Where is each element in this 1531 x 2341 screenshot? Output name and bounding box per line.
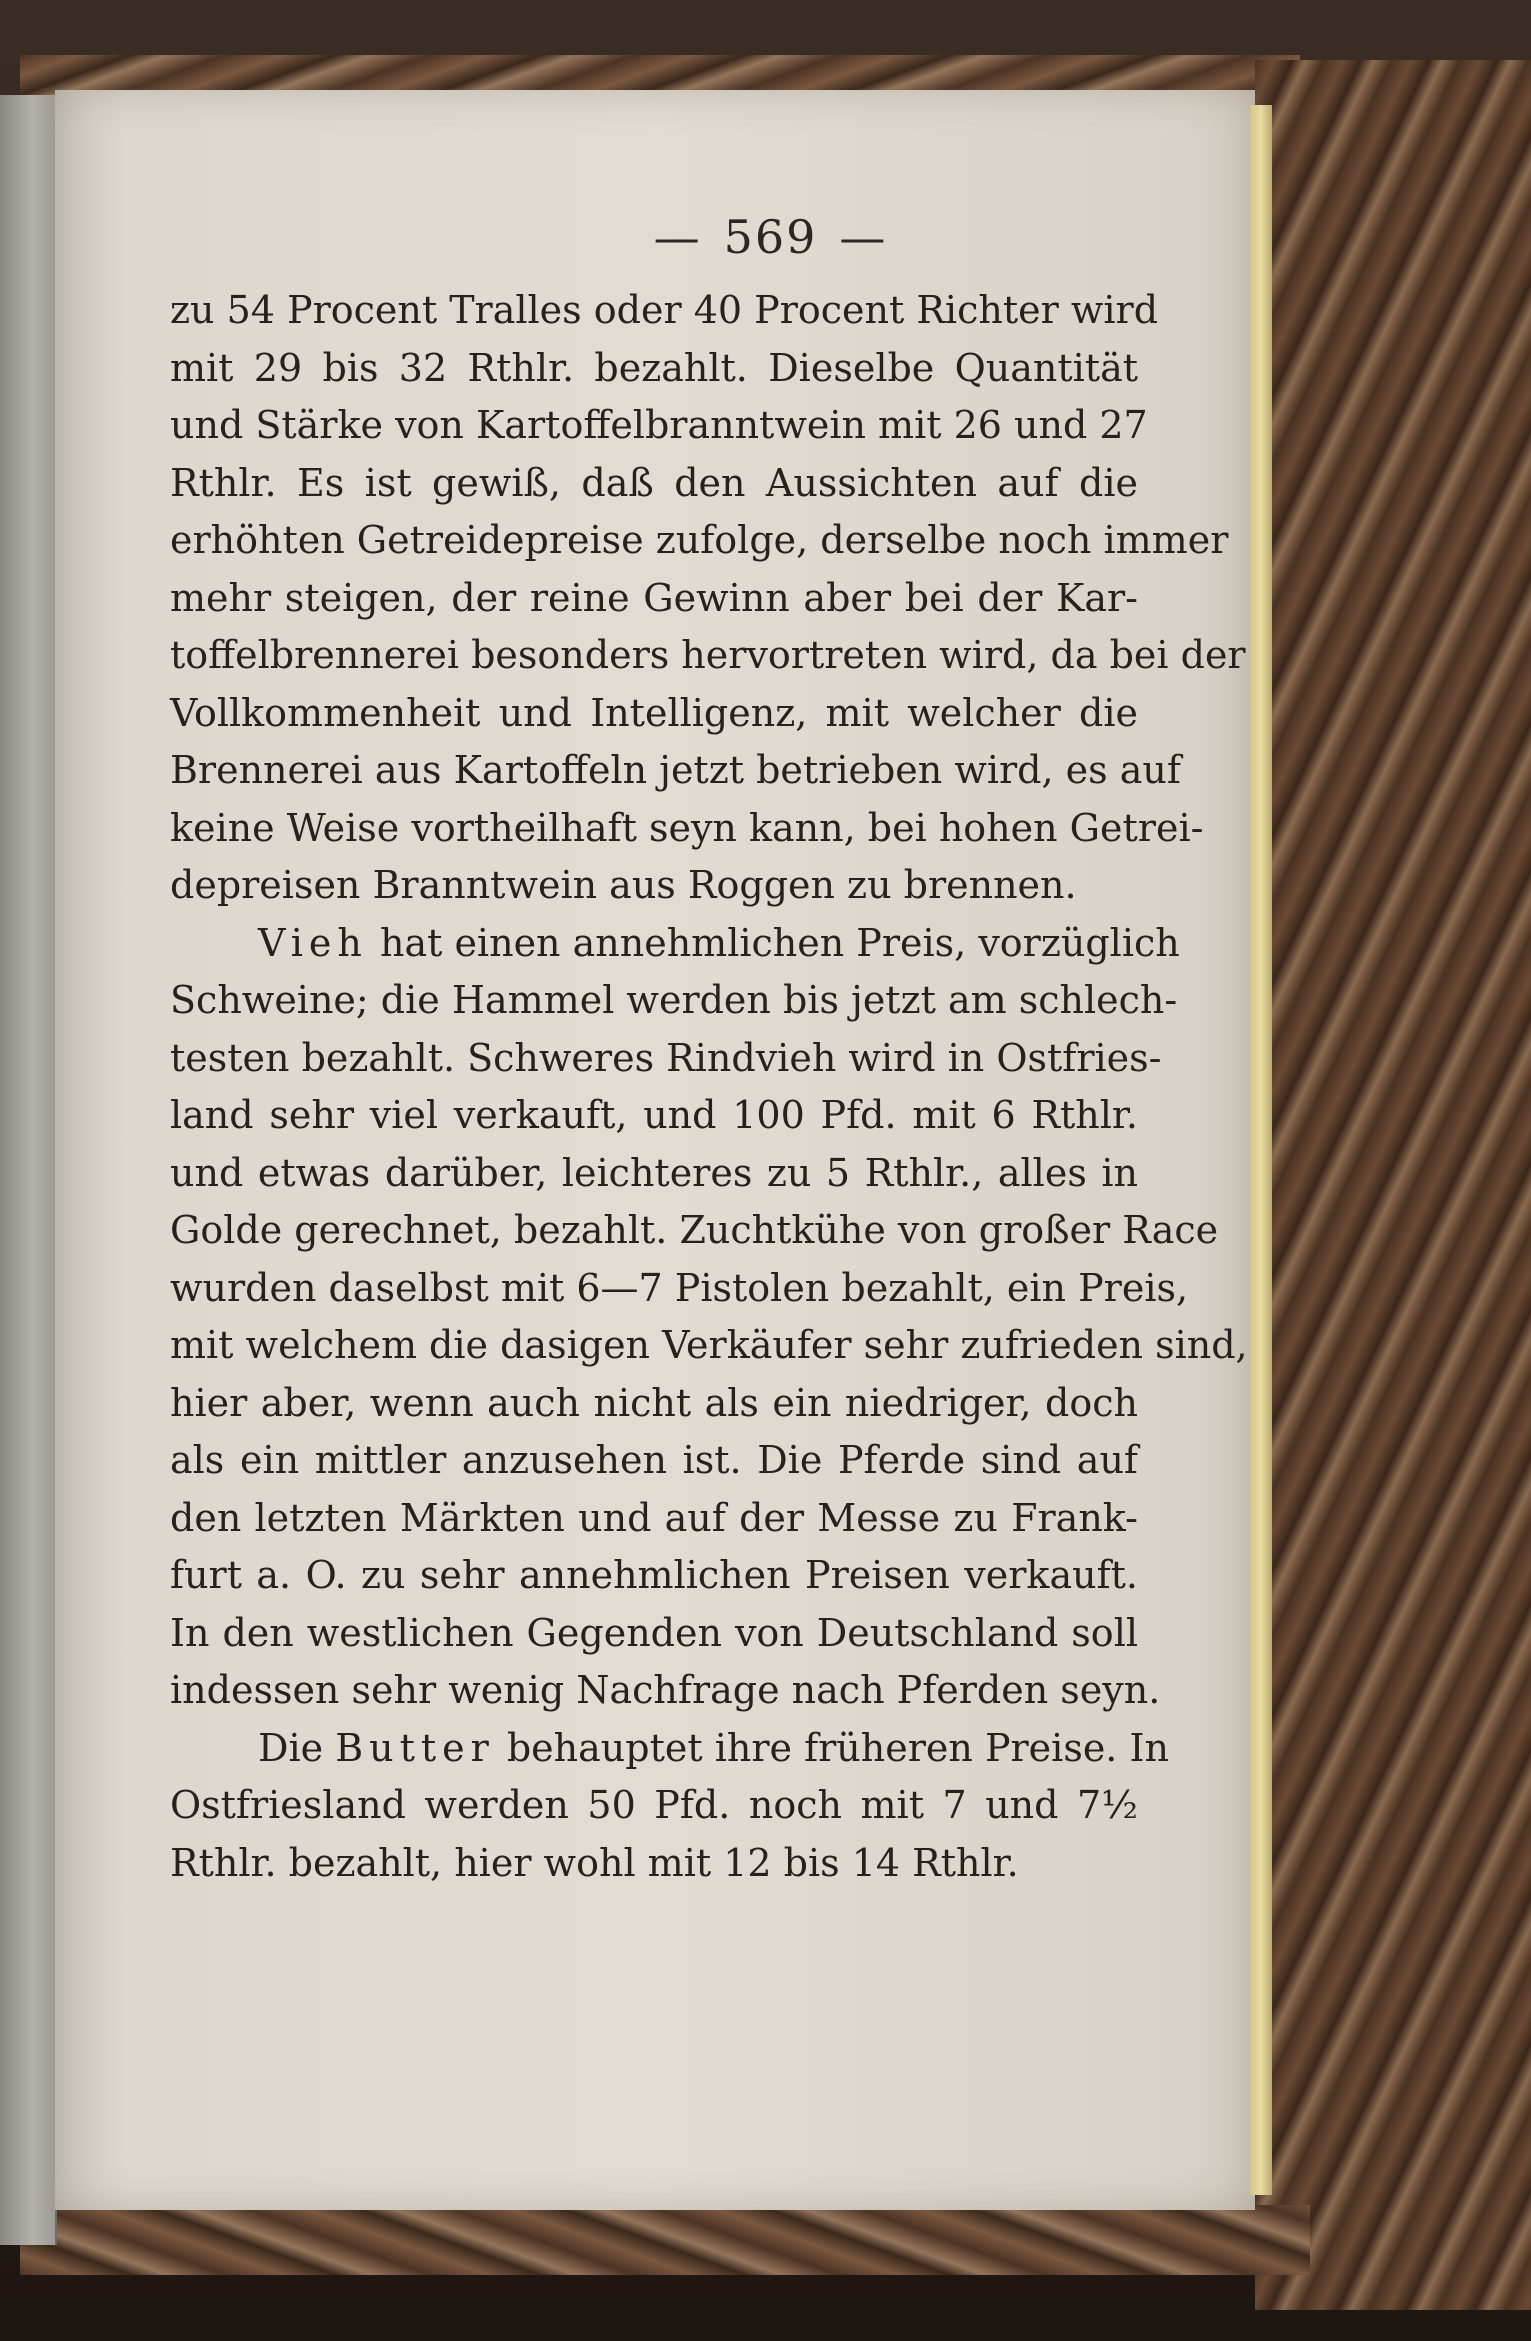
text-line: wurden daselbst mit 6—7 Pistolen bezahlt, ein Preis, — [170, 1265, 1189, 1310]
page-number-dash-left: — — [653, 210, 702, 264]
text-line: Rthlr. bezahlt, hier wohl mit 12 bis 14 Rthlr. — [170, 1840, 1019, 1885]
paragraph-start — [170, 1720, 1169, 1778]
body-text — [170, 282, 1248, 1892]
text-line: In den westlichen Gegenden von Deutschland soll — [170, 1610, 1138, 1655]
text-line: depreisen Branntwein aus Roggen zu brennen. — [170, 863, 1077, 907]
text-line: Ostfriesland werden 50 Pfd. noch mit 7 und 7½ — [170, 1783, 1138, 1827]
emphasized-word: Butter — [335, 1725, 495, 1770]
page-number-dash-right: — — [839, 210, 888, 264]
text-fragment: behauptet ihre früheren Preise. In — [494, 1725, 1169, 1770]
text-line: Brennerei aus Kartoffeln jetzt betrieben wird, es auf — [170, 748, 1181, 792]
left-page-edge — [0, 95, 57, 2245]
text-line: als ein mittler anzusehen ist. Die Pferde sind auf — [170, 1438, 1138, 1482]
text-line: keine Weise vortheilhaft seyn kann, bei hohen Getrei- — [170, 805, 1204, 850]
text-line: und etwas darüber, leichteres zu 5 Rthlr., alles in — [170, 1150, 1138, 1195]
text-line: den letzten Märkten und auf der Messe zu Frank- — [170, 1495, 1138, 1540]
text-line: land sehr viel verkauft, und 100 Pfd. mit 6 Rthlr. — [170, 1093, 1138, 1137]
text-line: erhöhten Getreidepreise zufolge, derselbe noch immer — [170, 518, 1229, 562]
text-line: Golde gerechnet, bezahlt. Zuchtkühe von großer Race — [170, 1208, 1219, 1252]
book-cover-right — [1255, 60, 1531, 2310]
text-line: Rthlr. Es ist gewiß, daß den Aussichten auf die — [170, 460, 1138, 505]
text-line: furt a. O. zu sehr annehmlichen Preisen verkauft. — [170, 1553, 1138, 1597]
text-line: mehr steigen, der reine Gewinn aber bei der Kar- — [170, 575, 1138, 620]
text-line: und Stärke von Kartoffelbranntwein mit 26 und 27 — [170, 403, 1148, 447]
text-line: indessen sehr wenig Nachfrage nach Pferden seyn. — [170, 1668, 1161, 1712]
emphasized-word: Vieh — [258, 920, 368, 965]
page-number-value: 569 — [723, 210, 818, 264]
text-line: mit 29 bis 32 Rthlr. bezahlt. Dieselbe Quantität — [170, 345, 1138, 390]
text-line: hier aber, wenn auch nicht als ein niedriger, doch — [170, 1380, 1138, 1425]
page-fore-edge — [1250, 105, 1272, 2195]
text-line: zu 54 Procent Tralles oder 40 Procent Richter wird — [170, 288, 1159, 332]
page-number — [0, 210, 1531, 264]
text-line: Schweine; die Hammel werden bis jetzt am schlech- — [170, 978, 1178, 1022]
text-line: testen bezahlt. Schweres Rindvieh wird in Ostfries- — [170, 1035, 1162, 1080]
text-line: toffelbrennerei besonders hervortreten wird, da bei der — [170, 633, 1246, 677]
text-fragment: Die — [258, 1725, 336, 1770]
text-fragment: hat einen annehmlichen Preis, vorzüglich — [367, 920, 1180, 965]
text-line: Vollkommenheit und Intelligenz, mit welcher die — [170, 690, 1138, 735]
paragraph-start — [170, 915, 1180, 973]
book-cover-bottom — [20, 2205, 1310, 2275]
text-line: mit welchem die dasigen Verkäufer sehr zufrieden sind, — [170, 1323, 1248, 1367]
